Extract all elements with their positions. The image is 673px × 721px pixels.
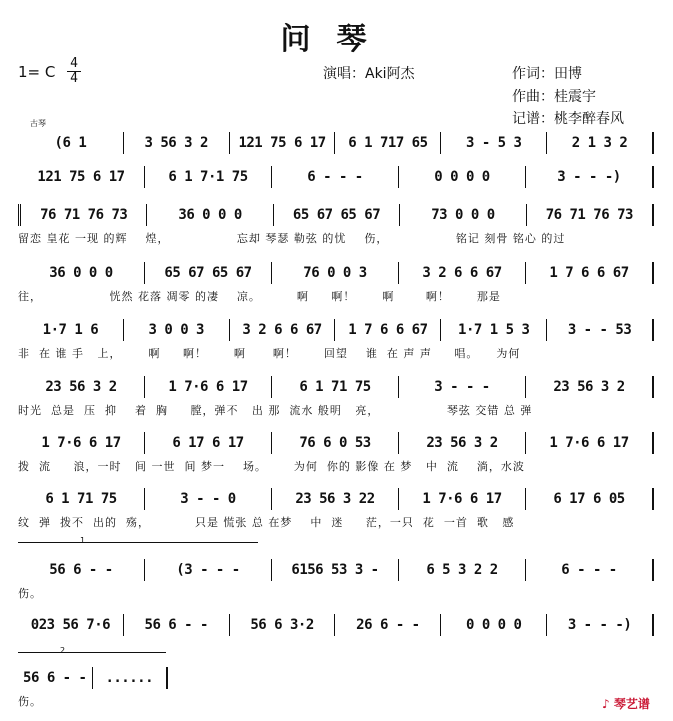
measure	[145, 166, 272, 188]
notes-row	[18, 128, 654, 158]
notes-row	[18, 428, 654, 458]
lyrics-line: 纹 弹 拨不 出的 殇， 只是 慌张 总 在梦 中 迷 茫，一只 花 一首 歌 感	[18, 516, 515, 529]
score-system	[18, 610, 654, 668]
measure	[399, 166, 526, 188]
measure-notes: 3 - - 0	[180, 491, 236, 507]
measure-notes: 1 7 6 6 67	[549, 265, 629, 281]
measure-notes: (6 1	[54, 135, 87, 151]
measure	[18, 614, 124, 636]
measure	[526, 376, 654, 398]
measure	[18, 667, 93, 689]
measure	[230, 614, 336, 636]
measure-notes: 1 7·6 6 17	[549, 435, 629, 451]
key-signature: 1= C	[18, 63, 56, 81]
lyrics-line: 时光 总是 压 抑 着 胸 膛，弹不 出 那 流水 般明 亮， 琴弦 交错 总 弹	[18, 404, 533, 417]
measure	[547, 614, 654, 636]
composer-credit: 作曲：桂震宇	[512, 89, 596, 105]
measure-notes: 2 1 3 2	[571, 135, 628, 151]
measure	[399, 488, 526, 510]
lyricist-credit: 作词：田博	[512, 66, 582, 82]
measure-notes: 1 7·6 6 17	[41, 435, 121, 451]
measure-notes: 65 67 65 67	[164, 265, 252, 281]
measure-notes: 6 - - -	[307, 169, 363, 185]
measure	[526, 488, 654, 510]
score-system	[18, 315, 654, 373]
measure-notes: 6 1 717 65	[348, 135, 428, 151]
measure-notes: 23 56 3 2	[426, 435, 498, 451]
measure	[18, 432, 145, 454]
time-signature-top: 4	[70, 56, 78, 71]
notes-row	[18, 162, 654, 192]
measure	[335, 614, 441, 636]
measure-notes: 23 56 3 22	[295, 491, 375, 507]
measure-notes: 3 - - 53	[567, 322, 632, 338]
measure	[272, 166, 399, 188]
lyrics-line: 伤。	[18, 587, 42, 600]
measure-notes: 3 56 3 2	[144, 135, 208, 151]
measure	[526, 559, 654, 581]
measure	[145, 262, 272, 284]
measure-notes: 6 1 7·1 75	[168, 169, 248, 185]
measure	[274, 204, 400, 226]
measure-notes: 56 6 - -	[144, 617, 208, 633]
measure-notes: 26 6 - -	[356, 617, 420, 633]
measure-notes: 76 6 0 53	[299, 435, 371, 451]
first-ending-label: 1	[80, 536, 86, 545]
measure	[18, 319, 124, 341]
score-system	[18, 372, 654, 430]
measure	[335, 132, 441, 154]
watermark-logo	[602, 695, 650, 712]
instrument-label: 古琴	[30, 119, 46, 128]
measure	[399, 262, 526, 284]
measure	[230, 319, 336, 341]
measure-notes: 36 0 0 0	[49, 265, 113, 281]
measure	[145, 376, 272, 398]
singer-credit: 演唱：Aki阿杰	[323, 66, 415, 82]
measure-notes: 76 71 76 73	[545, 207, 633, 223]
notes-row	[18, 663, 168, 693]
song-title: 问琴	[280, 22, 393, 57]
measure-notes: (3 - - -	[176, 562, 240, 578]
measure-notes: 73 0 0 0	[431, 207, 495, 223]
measure	[400, 204, 526, 226]
measure	[147, 204, 273, 226]
score-system	[18, 258, 654, 316]
lyrics-line: 拨 流 浪，一时 间 一世 间 梦一 场。 为何 你的 影像 在 梦 中 流 淌，水波	[18, 460, 525, 473]
notes-row	[18, 372, 654, 402]
measure-notes: 3 0 0 3	[148, 322, 204, 338]
measure	[18, 262, 145, 284]
score-system	[18, 484, 654, 542]
measure-notes: 3 2 6 6 67	[242, 322, 322, 338]
measure	[18, 559, 145, 581]
measure-notes: 121 75 6 17	[37, 169, 125, 185]
measure	[18, 488, 145, 510]
measure	[272, 432, 399, 454]
measure-notes: 1 7·6 6 17	[168, 379, 248, 395]
measure	[124, 614, 230, 636]
measure	[399, 376, 526, 398]
measure	[124, 319, 230, 341]
lyrics-line: 往， 恍然 花落 凋零 的凄 凉。 啊 啊！ 啊 啊！ 那是	[18, 290, 501, 303]
time-signature	[67, 58, 81, 85]
measure-notes: 3 - 5 3	[465, 135, 522, 151]
measure-notes: 6156 53 3 -	[291, 562, 379, 578]
measure	[230, 132, 336, 154]
measure-notes: 3 - - -)	[567, 617, 632, 633]
measure-notes: 6 17 6 05	[553, 491, 625, 507]
watermark-text: 琴艺谱	[613, 697, 650, 711]
measure	[335, 319, 441, 341]
measure	[145, 488, 272, 510]
measure	[272, 488, 399, 510]
measure	[526, 262, 654, 284]
measure-notes: 6 5 3 2 2	[426, 562, 498, 578]
measure-notes: 6 - - -	[561, 562, 617, 578]
measure	[547, 132, 654, 154]
notes-row	[18, 610, 654, 640]
measure-notes: 76 71 76 73	[40, 207, 128, 223]
measure	[18, 132, 124, 154]
measure-notes: 65 67 65 67	[292, 207, 381, 223]
measure	[18, 376, 145, 398]
measure-notes: 1 7 6 6 67	[348, 322, 428, 338]
measure-notes: 121 75 6 17	[238, 135, 326, 151]
measure-notes: 1·7 1 5 3	[458, 322, 530, 338]
second-ending-bracket	[18, 652, 166, 659]
lyrics-line: 伤。	[18, 695, 42, 708]
measure	[526, 432, 654, 454]
notes-row	[18, 484, 654, 514]
measure	[526, 166, 654, 188]
measure	[272, 262, 399, 284]
measure	[18, 166, 145, 188]
measure-notes: 6 1 71 75	[299, 379, 371, 395]
measure-notes: 3 2 6 6 67	[422, 265, 502, 281]
measure-notes: 6 1 71 75	[45, 491, 117, 507]
notes-row	[18, 315, 654, 345]
measure	[145, 559, 272, 581]
measure	[441, 614, 547, 636]
measure	[441, 319, 547, 341]
score-system	[18, 663, 654, 721]
measure-notes: 56 6 - -	[49, 562, 113, 578]
notes-row	[18, 200, 654, 230]
measure-notes: 36 0 0 0	[178, 207, 242, 223]
measure-notes: 56 6 - -	[23, 670, 87, 686]
measure-notes: 6 17 6 17	[172, 435, 244, 451]
measure-notes: 23 56 3 2	[553, 379, 625, 395]
score-system	[18, 200, 654, 258]
measure-notes: 3 - - -	[434, 379, 490, 395]
measure	[527, 204, 654, 226]
measure	[399, 432, 526, 454]
lyrics-line: 留恋 皇花 一现 的辉 煌， 忘却 琴瑟 勒弦 的忧 伤， 铭记 刻骨 铭心 的过	[18, 232, 566, 245]
measure-notes: 3 - - -)	[557, 169, 621, 185]
measure	[547, 319, 654, 341]
measure-notes: ......	[105, 670, 154, 686]
notes-row	[18, 555, 654, 585]
measure	[93, 667, 169, 689]
measure	[399, 559, 526, 581]
measure	[145, 432, 272, 454]
measure-notes: 1·7 1 6	[42, 322, 99, 338]
transcriber-credit: 记谱：桃李醉春风	[512, 111, 624, 127]
measure-notes: 23 56 3 2	[45, 379, 117, 395]
score-system	[18, 428, 654, 486]
measure-notes: 56 6 3·2	[250, 617, 314, 633]
time-signature-bottom: 4	[70, 71, 78, 86]
notes-row	[18, 258, 654, 288]
measure-notes: 0 0 0 0	[434, 169, 490, 185]
measure-notes: 1 7·6 6 17	[422, 491, 502, 507]
measure	[441, 132, 547, 154]
score-system	[18, 555, 654, 613]
measure	[124, 132, 230, 154]
lyrics-line: 非 在 谁 手 上， 啊 啊！ 啊 啊！ 回望 谁 在 声 声 唱。 为何	[18, 347, 521, 360]
measure-notes: 0 0 0 0	[465, 617, 522, 633]
measure-notes: 76 0 0 3	[303, 265, 367, 281]
measure	[272, 559, 399, 581]
second-ending-label: 2	[60, 646, 66, 655]
measure	[18, 204, 147, 226]
measure	[272, 376, 399, 398]
measure-notes: 023 56 7·6	[30, 617, 111, 633]
watermark-icon: ♪	[602, 697, 610, 711]
first-ending-bracket	[18, 542, 258, 549]
